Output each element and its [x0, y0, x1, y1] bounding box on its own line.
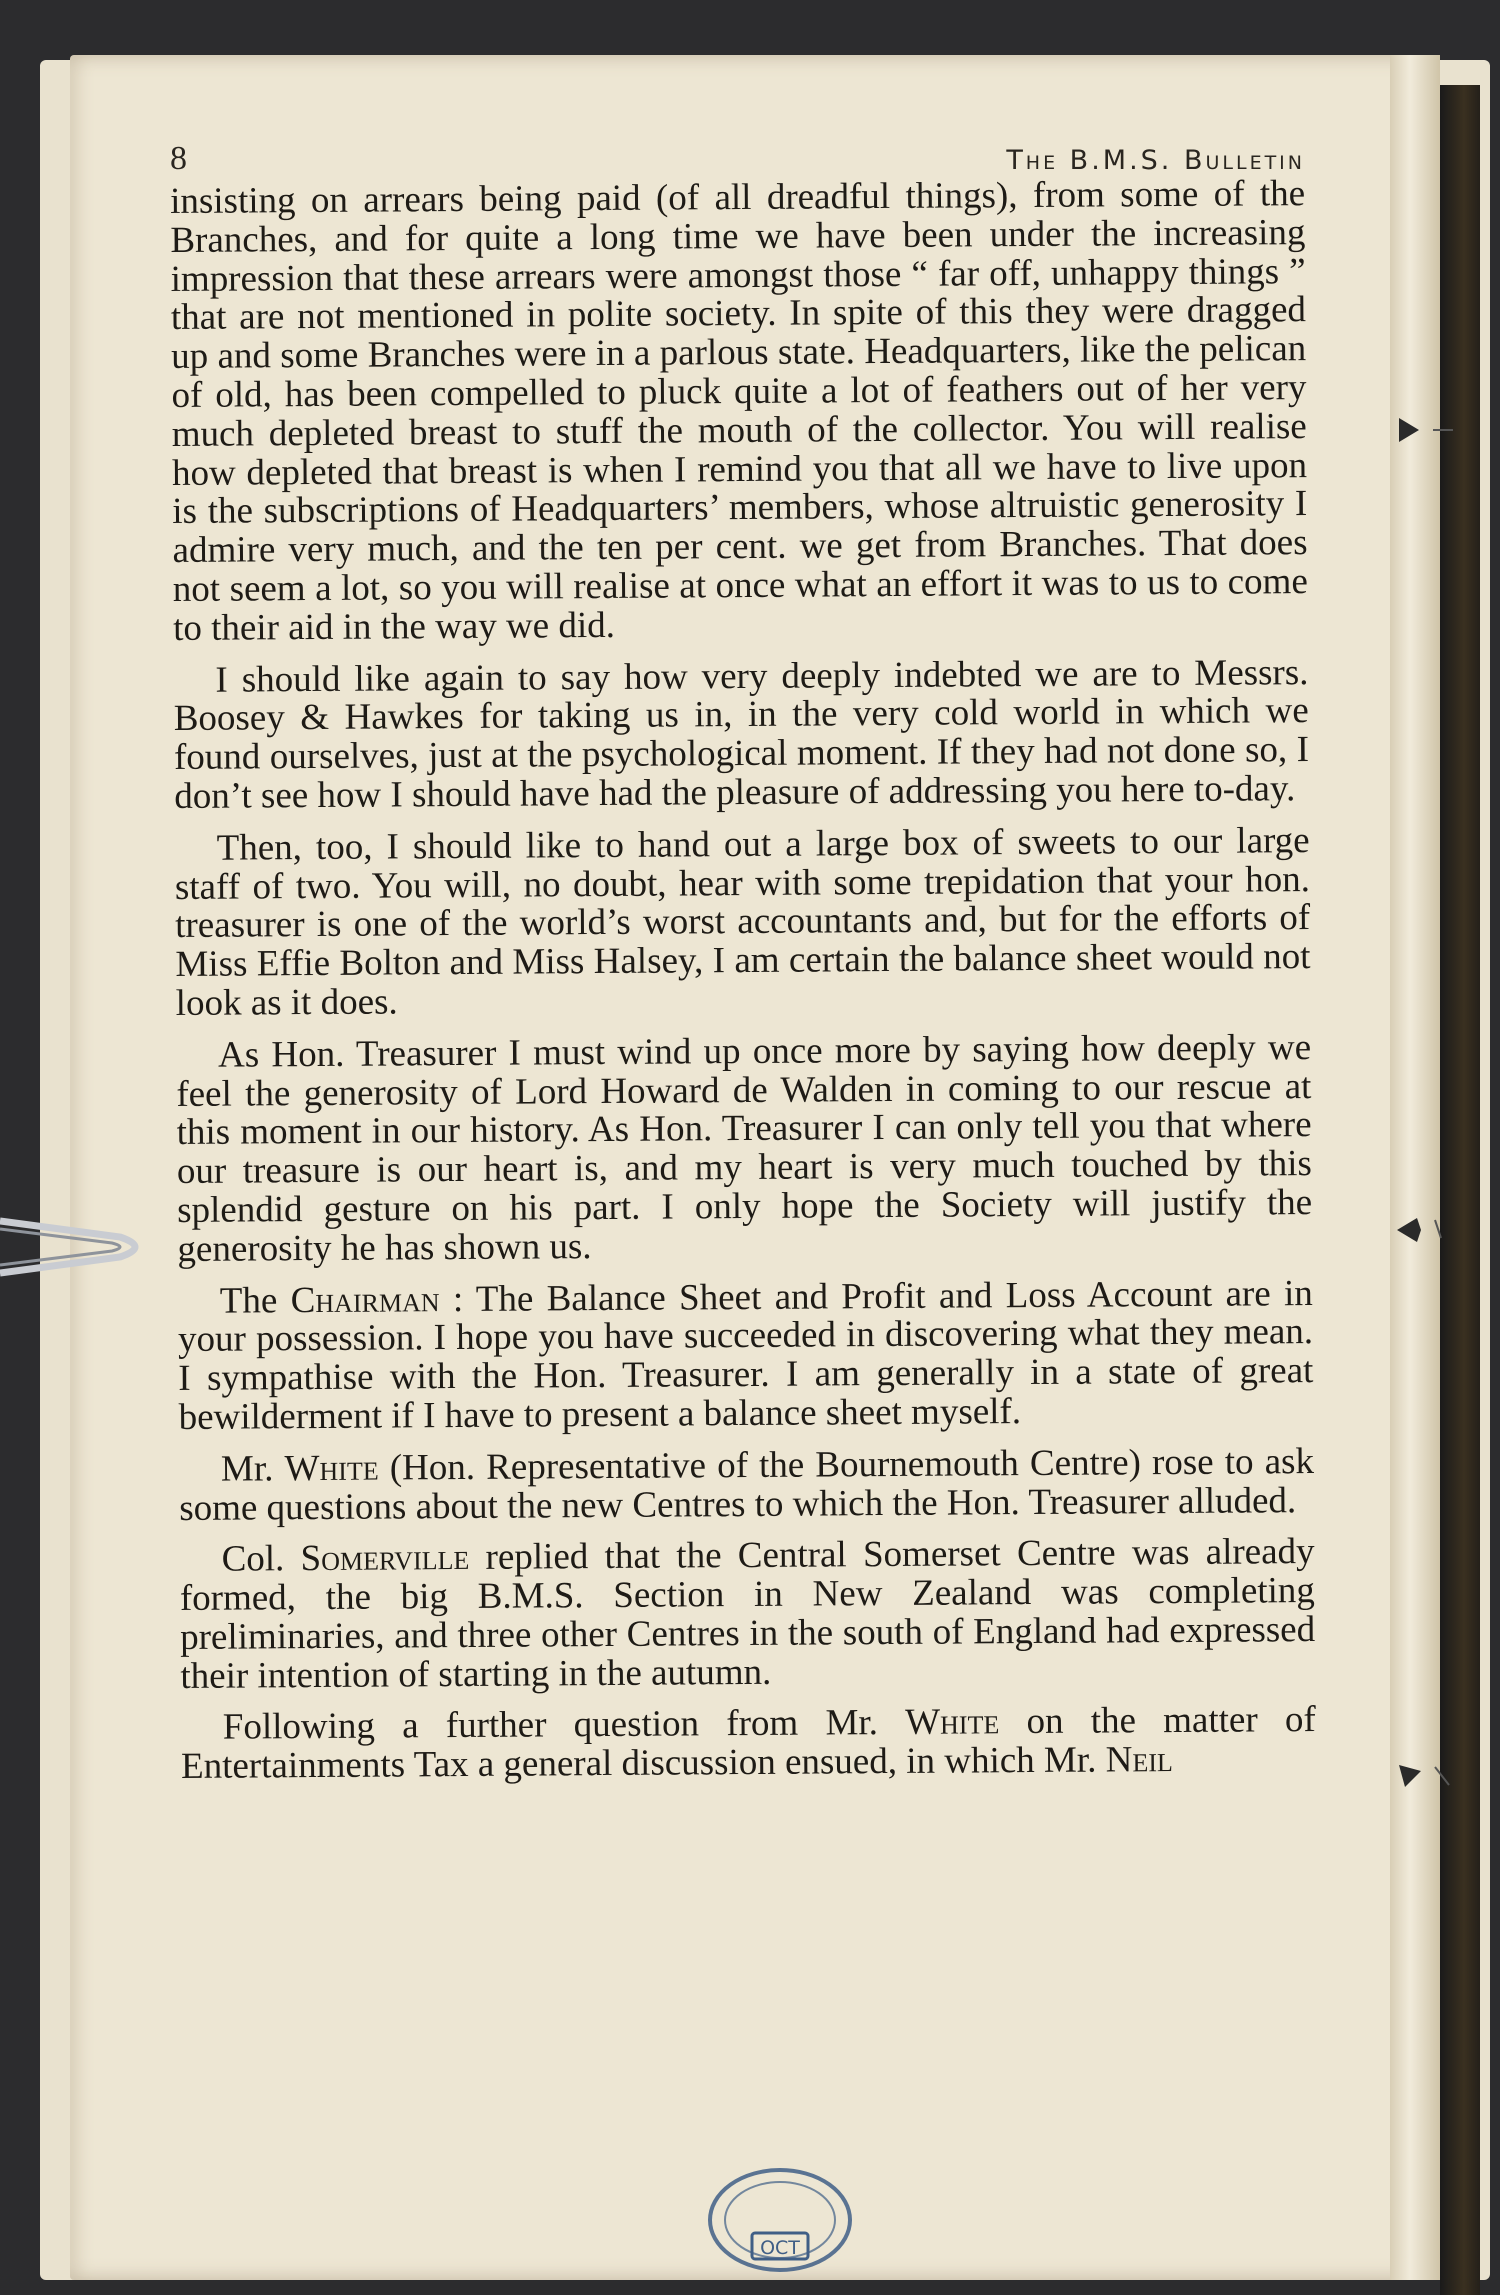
- paragraph: [179, 1533, 1315, 1696]
- speaker-name: White: [284, 1447, 379, 1489]
- margin-tab-icon: [1395, 1210, 1455, 1250]
- stamp-text: OCT: [760, 2237, 800, 2259]
- library-stamp-icon: [700, 2165, 860, 2275]
- paragraph-text: I should like again to say how very deeply indebted we are to Messrs. Boosey & Hawkes for taking us in, in the very cold world in which we found ourselves, just at the psychological moment. If they had not done so, I don’t see how I should have had the pleasure of addressing you here to-day.: [173, 651, 1310, 817]
- paragraph-text: Then, too, I should like to hand out a large box of sweets to our large staff of two. You will, no doubt, hear with some trepidation that your hon. treasurer is one of the world’s worst accountants and, but for the efforts of Miss Effie Bolton and Miss Halsey, I am certain the balance sheet would not look as it does.: [174, 819, 1311, 1024]
- paragraph: [173, 651, 1310, 817]
- paragraph-text: Following a further question from Mr.: [222, 1702, 906, 1749]
- speaker-name: Somerville: [300, 1537, 470, 1580]
- paragraph: [177, 1272, 1314, 1438]
- page-number: 8: [170, 140, 187, 177]
- speaker-name: Neil: [1105, 1739, 1173, 1781]
- speaker-name: White: [905, 1701, 1000, 1744]
- paragraph-text: The: [219, 1279, 291, 1322]
- speaker-name: Chairman: [290, 1278, 440, 1321]
- paper-clip-icon: [0, 1215, 150, 1279]
- paragraph-text: Col.: [221, 1538, 301, 1580]
- paragraph: [170, 175, 1308, 648]
- body-text: [170, 175, 1316, 1800]
- paragraph-text: replied that the Central Somerset Centre was already formed, the big B.M.S. Section in New Zealand was completing preliminaries, and three other Centres in the south of England had expressed their intention of starting in the autumn.: [179, 1531, 1316, 1697]
- paragraph-text: As Hon. Treasurer I must wind up once more by saying how deeply we feel the generosity of Lord Howard de Walden in coming to our rescue at this moment in our history. As Hon. Treasurer I can only tell you that where our treasure is our heart is, and my heart is very much touched by this splendid gesture on his part. I only hope the Society will justify the generosity he has shown us.: [176, 1026, 1313, 1270]
- paragraph: [176, 1026, 1313, 1270]
- paragraph-text: (Hon. Representative of the Bournemouth Centre) rose to ask some questions about the new Centres to which the Hon. Treasurer alluded.: [179, 1440, 1315, 1529]
- margin-tab-icon: [1395, 1755, 1455, 1795]
- margin-tab-icon: [1395, 410, 1455, 450]
- paragraph: [180, 1699, 1317, 1788]
- page-header: [170, 140, 1305, 178]
- paragraph-text: : The Balance Sheet and Profit and Loss Account are in your possession. I hope you have succeeded in discovering what they mean. I sympathise with the Hon. Treasurer. I am generally in a state of great bewilderment if I have to present a balance sheet myself.: [177, 1272, 1314, 1438]
- paragraph: [179, 1440, 1315, 1529]
- paragraph-text: Mr.: [220, 1447, 285, 1490]
- paragraph-text: on the matter of Entertainments Tax a general discussion ensued, in which Mr.: [180, 1699, 1316, 1788]
- paragraph: [174, 819, 1311, 1024]
- running-title: The B.M.S. Bulletin: [1006, 145, 1305, 176]
- page-fore-edge: [1390, 55, 1440, 2280]
- paragraph-text: insisting on arrears being paid (of all dreadful things), from some of the Branches, and for quite a long time we have been under the increasing impression that these arrears were amongst those “ far off, unhappy things ” that are not mentioned in polite society. In spite of this they were dragged up and some Branches were in a parlous state. Headquarters, like the pelican of old, has been compelled to pluck quite a lot of feathers out of her very much depleted breast to stuff the mouth of the collector. You will realise how depleted that breast is when I remind you that all we have to live upon is the subscriptions of Headquarters’ members, whose altruistic generosity I admire very much, and the ten per cent. we get from Branches. That does not seem a lot, so you will realise at once what an effort it was to us to come to their aid in the way we did.: [169, 173, 1308, 649]
